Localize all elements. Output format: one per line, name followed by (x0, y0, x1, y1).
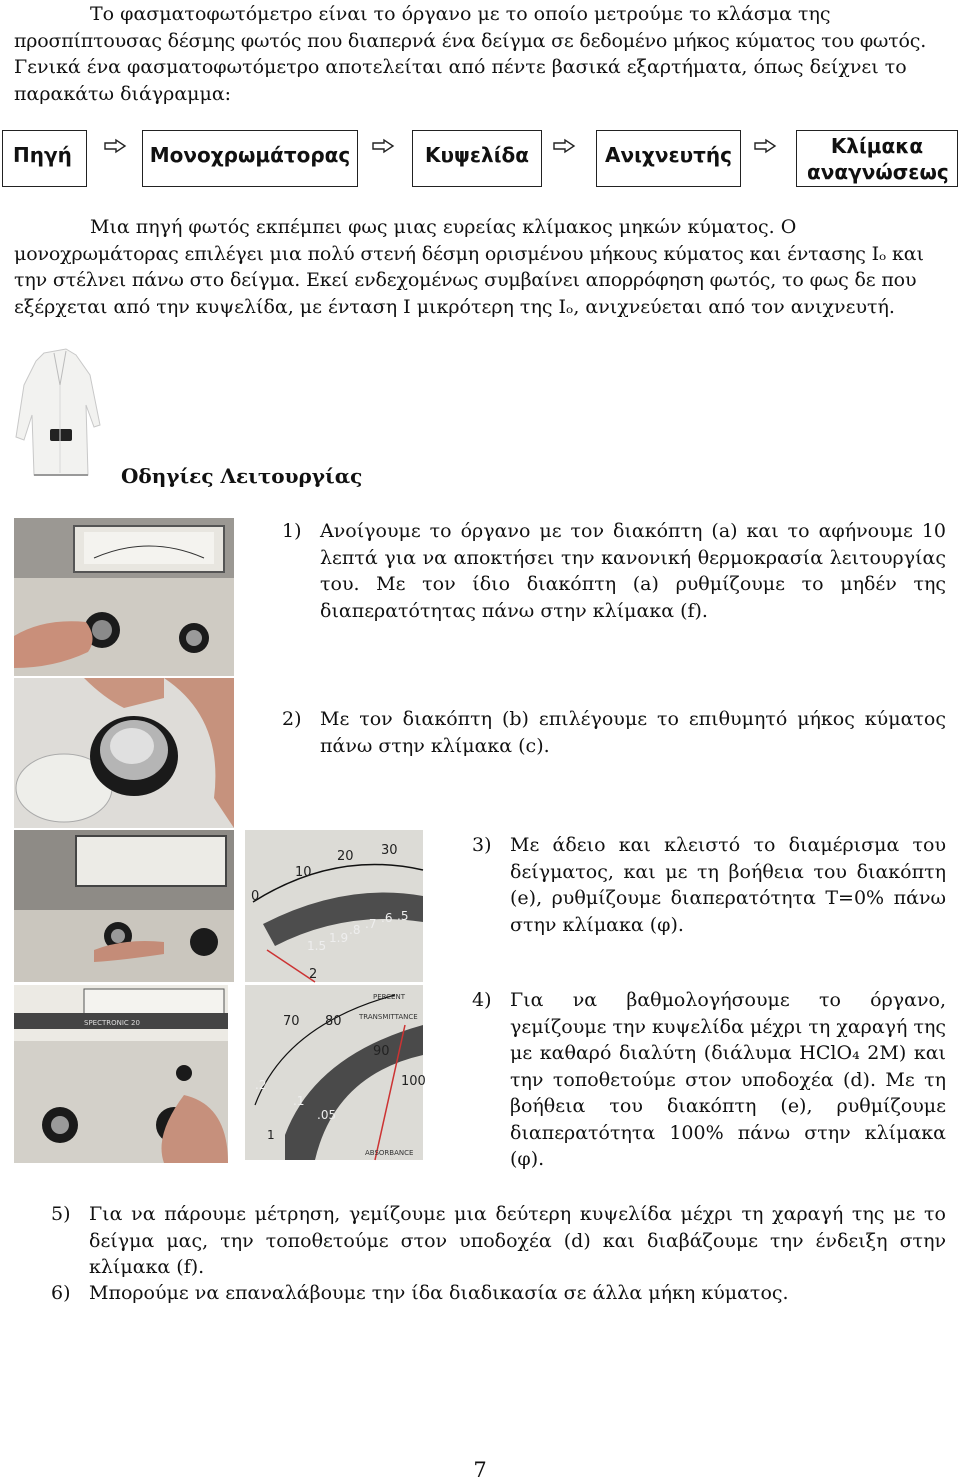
step-item (282, 518, 946, 624)
step-item (472, 987, 946, 1173)
instructions-title: Οδηγίες Λειτουργίας (121, 464, 363, 488)
transmittance-scale-100-photo (245, 985, 426, 1160)
diagram-box-label: Κλίμακα αναγνώσεως (807, 133, 949, 184)
scale-mark: ABSORBANCE (365, 1149, 414, 1157)
scale-mark: 80 (325, 1014, 342, 1029)
step-text: Μπορούμε να επαναλάβουμε την ίδα διαδικασία σε άλλα μήκη κύματος. (89, 1282, 789, 1304)
arrow-right-icon (372, 139, 394, 153)
step-number: 2) (282, 708, 302, 730)
step-text: Με άδειο και κλειστό το διαμέρισμα του δείγματος, και με τη βοήθεια του διακόπτη (e), ρυθμίζουμε διαπερατότητα Τ=0% πάνω στην κλίμακα (φ). (510, 834, 946, 936)
scale-mark: 2 (309, 967, 318, 982)
transmittance-scale-photo (245, 830, 423, 982)
step-number: 5) (51, 1203, 71, 1225)
intro-line: Το φασματοφωτόμετρο είναι το όργανο με το οποίο μετρούμε το κλάσμα της (90, 3, 831, 25)
instrument-knob-photo (14, 518, 234, 676)
step-text: Με τον διακόπτη (b) επιλέγουμε το επιθυμητό μήκος κύματος πάνω στην κλίμακα (c). (320, 708, 946, 757)
diagram-box-source (2, 130, 87, 187)
scale-mark: 90 (373, 1044, 390, 1059)
wavelength-knob-photo (14, 678, 234, 828)
diagram-box-detector (596, 130, 741, 187)
step-number: 4) (472, 989, 492, 1011)
scale-mark: .5 (397, 909, 409, 923)
scale-mark: .8 (349, 923, 361, 937)
instrument-zero-photo (14, 830, 234, 982)
diagram-box-label: Μονοχρωμάτορας (149, 142, 351, 167)
scale-mark: .2 (255, 1078, 267, 1092)
lab-coat-person-image (14, 345, 104, 480)
scale-mark: 100 (401, 1074, 426, 1089)
scale-mark: 1.5 (307, 939, 327, 953)
step-number: 1) (282, 520, 302, 542)
step-item (51, 1201, 946, 1281)
arrow-right-icon (754, 139, 776, 153)
scale-mark: .6 (381, 911, 393, 925)
description-line: την στέλνει πάνω στο δείγμα. Εκεί ενδεχομένως συμβαίνει απορρόφηση φωτός, το φως δε που (14, 269, 917, 291)
description-line: εξέρχεται από την κυψελίδα, με ένταση Ι μικρότερη της Ιₒ, ανιχνεύεται από τον ανιχνευτή. (14, 295, 895, 318)
step-text: Ανοίγουμε το όργανο με τον διακόπτη (a) και το αφήνουμε 10 λεπτά για να αποκτήσει την κανονική θερμοκρασία λειτουργίας του. Με τον ίδιο διακόπτη (a) ρυθμίζουμε το μηδέν της διαπερατότητας πάνω στην κλίμακα (f). (320, 520, 946, 622)
intro-line: προσπίπτουσας δέσμης φωτός που διαπερνά ένα δείγμα σε δεδομένο μήκος κύματος του φωτός. (14, 29, 927, 52)
instrument-calibration-photo (14, 985, 228, 1163)
scale-mark: .05 (317, 1108, 337, 1122)
diagram-box-label: Ανιχνευτής (605, 142, 732, 167)
step-text: Για να πάρουμε μέτρηση, γεμίζουμε μια δεύτερη κυψελίδα μέχρι τη χαραγή της με το δείγμα μας, την τοποθετούμε στον υποδοχέα (d) και διαβάζουμε την ένδειξη στην κλίμακα (f). (89, 1203, 946, 1278)
step-item (51, 1280, 946, 1307)
scale-mark: 0 (251, 889, 260, 904)
scale-mark: 20 (337, 849, 354, 864)
scale-mark: 10 (295, 865, 312, 880)
arrow-right-icon (104, 139, 126, 153)
scale-mark: 70 (283, 1014, 300, 1029)
diagram-box-cuvette (412, 130, 542, 187)
intro-paragraph (14, 1, 946, 107)
diagram-box-monochromator (142, 130, 358, 187)
step-item (282, 706, 946, 759)
instrument-brand-label: SPECTRONIC 20 (84, 1019, 140, 1027)
description-line: μονοχρωμάτορας επιλέγει μια πολύ στενή δέσμη ορισμένου μήκους κύματος και έντασης Ιₒ και (14, 242, 924, 265)
diagram-box-readout (796, 130, 958, 187)
scale-mark: PERCENT (373, 993, 405, 1001)
step-text: Για να βαθμολογήσουμε το όργανο, γεμίζουμε την κυψελίδα μέχρι τη χαραγή της με καθαρό διαλύτη (διάλυμα HClO₄ 2M) και την τοποθετούμε στον υποδοχέα (d). Με τη βοήθεια του διακόπτη (e), ρυθμίζουμε διαπερατότητα 100% πάνω στην κλίμακα (φ). (510, 989, 946, 1170)
scale-mark: .7 (365, 917, 377, 931)
scale-mark: 1.9 (329, 931, 349, 945)
intro-line: Γενικά ένα φασματοφωτόμετρο αποτελείται από πέντε βασικά εξαρτήματα, όπως δείχνει το (14, 56, 907, 78)
scale-mark: 30 (381, 843, 398, 858)
intro-line: παρακάτω διάγραμμα: (14, 82, 232, 105)
scale-mark: .1 (293, 1094, 305, 1108)
diagram-box-label: Κυψελίδα (425, 142, 529, 167)
step-number: 3) (472, 834, 492, 856)
diagram-box-label: Πηγή (13, 142, 72, 167)
step-item (472, 832, 946, 938)
description-line: Μια πηγή φωτός εκπέμπει φως μιας ευρείας κλίμακος μηκών κύματος. Ο (90, 216, 797, 238)
description-paragraph (14, 214, 946, 320)
step-number: 6) (51, 1282, 71, 1304)
arrow-right-icon (553, 139, 575, 153)
page-number: 7 (473, 1458, 487, 1482)
scale-mark: 1 (267, 1128, 275, 1142)
scale-mark: TRANSMITTANCE (359, 1013, 418, 1021)
